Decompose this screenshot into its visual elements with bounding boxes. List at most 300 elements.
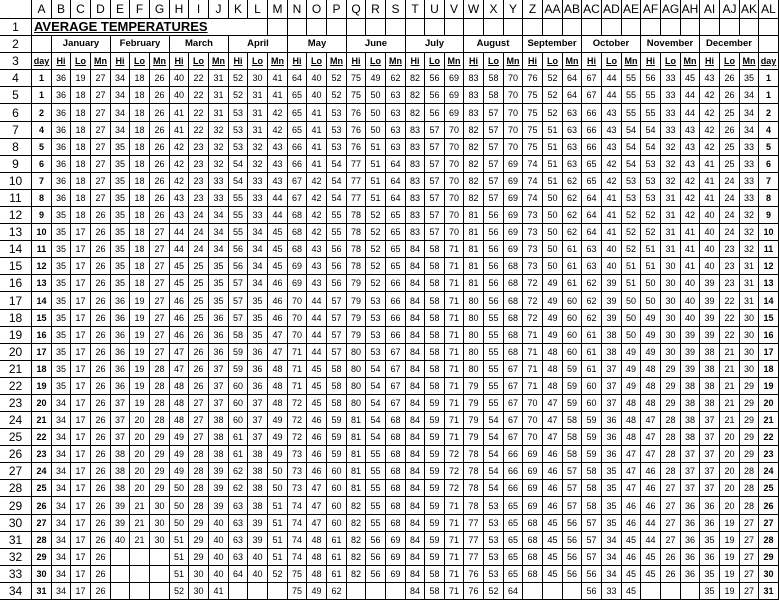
day-cell-right[interactable]: 17 — [759, 344, 779, 361]
temp-cell[interactable]: 38 — [681, 412, 700, 429]
temp-cell[interactable]: 51 — [622, 275, 641, 292]
temp-cell[interactable]: 55 — [366, 480, 386, 497]
temp-cell[interactable]: 26 — [91, 566, 111, 583]
temp-cell[interactable]: 57 — [582, 549, 602, 566]
column-header-s[interactable]: S — [386, 0, 406, 19]
temp-cell[interactable]: 37 — [248, 412, 268, 429]
temp-cell[interactable]: 35 — [700, 532, 720, 549]
column-header-ab[interactable]: AB — [563, 0, 582, 19]
temp-cell[interactable]: 18 — [130, 190, 150, 207]
temp-cell[interactable]: 82 — [347, 566, 366, 583]
temp-cell[interactable]: 64 — [563, 70, 582, 87]
temp-cell[interactable]: 34 — [52, 566, 71, 583]
temp-cell[interactable]: 81 — [464, 258, 484, 275]
temp-cell[interactable]: 36 — [681, 532, 700, 549]
temp-cell[interactable]: 53 — [622, 173, 641, 190]
temp-cell[interactable]: 36 — [111, 361, 130, 378]
cell[interactable] — [681, 583, 700, 600]
temp-cell[interactable]: 38 — [700, 344, 720, 361]
temp-cell[interactable]: 41 — [681, 241, 700, 258]
cell[interactable] — [681, 19, 700, 36]
temp-cell[interactable]: 77 — [464, 532, 484, 549]
temp-cell[interactable]: 36 — [602, 429, 622, 446]
temp-cell[interactable]: 71 — [288, 344, 307, 361]
temp-cell[interactable]: 49 — [641, 344, 661, 361]
temp-cell[interactable]: 68 — [504, 344, 523, 361]
temp-cell[interactable]: 79 — [464, 395, 484, 412]
temp-cell[interactable]: 37 — [700, 463, 720, 480]
temp-cell[interactable]: 84 — [406, 515, 425, 532]
temp-cell[interactable]: 68 — [386, 446, 406, 463]
cell[interactable] — [288, 19, 307, 36]
sub-header-hi[interactable]: Hi — [523, 53, 543, 70]
temp-cell[interactable]: 60 — [327, 463, 347, 480]
temp-cell[interactable]: 31 — [248, 87, 268, 104]
temp-cell[interactable]: 81 — [347, 412, 366, 429]
temp-cell[interactable]: 38 — [111, 480, 130, 497]
temp-cell[interactable]: 75 — [523, 139, 543, 156]
temp-cell[interactable]: 46 — [307, 446, 327, 463]
temp-cell[interactable]: 72 — [288, 429, 307, 446]
temp-cell[interactable]: 40 — [700, 224, 720, 241]
temp-cell[interactable]: 46 — [641, 480, 661, 497]
temp-cell[interactable]: 42 — [681, 190, 700, 207]
temp-cell[interactable]: 57 — [327, 292, 347, 310]
temp-cell[interactable]: 66 — [288, 156, 307, 173]
temp-cell[interactable]: 59 — [582, 429, 602, 446]
day-cell[interactable]: 8 — [32, 190, 52, 207]
temp-cell[interactable]: 69 — [504, 156, 523, 173]
temp-cell[interactable]: 39 — [602, 310, 622, 327]
sub-header-lo[interactable]: Lo — [484, 53, 504, 70]
day-cell-right[interactable]: 31 — [759, 583, 779, 600]
temp-cell[interactable]: 75 — [523, 122, 543, 139]
temp-cell[interactable]: 18 — [71, 122, 91, 139]
row-header-7[interactable]: 7 — [0, 122, 32, 139]
temp-cell[interactable]: 52 — [543, 70, 563, 87]
temp-cell[interactable]: 48 — [307, 549, 327, 566]
row-header-10[interactable]: 10 — [0, 173, 32, 190]
column-header-x[interactable]: X — [484, 0, 504, 19]
temp-cell[interactable]: 70 — [288, 310, 307, 327]
temp-cell[interactable]: 80 — [347, 395, 366, 412]
day-cell-right[interactable]: 28 — [759, 532, 779, 549]
day-cell[interactable]: 25 — [32, 480, 52, 497]
temp-cell[interactable]: 46 — [268, 275, 288, 292]
temp-cell[interactable]: 42 — [700, 104, 720, 122]
temp-cell[interactable]: 49 — [622, 378, 641, 395]
temp-cell[interactable]: 49 — [543, 327, 563, 344]
temp-cell[interactable]: 61 — [327, 566, 347, 583]
temp-cell[interactable]: 62 — [229, 480, 248, 497]
sub-header-lo[interactable]: Lo — [425, 53, 445, 70]
temp-cell[interactable]: 39 — [111, 515, 130, 532]
temp-cell[interactable]: 34 — [52, 412, 71, 429]
temp-cell[interactable]: 39 — [700, 275, 720, 292]
temp-cell[interactable]: 52 — [622, 224, 641, 241]
temp-cell[interactable]: 64 — [563, 87, 582, 104]
temp-cell[interactable]: 46 — [622, 497, 641, 515]
temp-cell[interactable]: 20 — [720, 480, 740, 497]
temp-cell[interactable]: 30 — [661, 327, 681, 344]
temp-cell[interactable]: 58 — [425, 310, 445, 327]
column-header-l[interactable]: L — [248, 0, 268, 19]
temp-cell[interactable]: 17 — [71, 361, 91, 378]
month-header-february[interactable]: February — [111, 36, 170, 53]
temp-cell[interactable]: 36 — [700, 549, 720, 566]
temp-cell[interactable]: 35 — [52, 327, 71, 344]
temp-cell[interactable]: 65 — [386, 207, 406, 224]
temp-cell[interactable]: 71 — [445, 549, 464, 566]
temp-cell[interactable]: 34 — [209, 241, 229, 258]
row-header-13[interactable]: 13 — [0, 224, 32, 241]
temp-cell[interactable]: 69 — [504, 207, 523, 224]
temp-cell[interactable]: 49 — [366, 70, 386, 87]
temp-cell[interactable]: 75 — [347, 87, 366, 104]
temp-cell[interactable]: 63 — [386, 104, 406, 122]
temp-cell[interactable]: 68 — [504, 258, 523, 275]
temp-cell[interactable]: 38 — [209, 412, 229, 429]
temp-cell[interactable]: 24 — [720, 207, 740, 224]
temp-cell[interactable]: 76 — [523, 70, 543, 87]
temp-cell[interactable]: 84 — [406, 480, 425, 497]
cell[interactable] — [347, 583, 366, 600]
temp-cell[interactable]: 28 — [189, 463, 209, 480]
temp-cell[interactable]: 73 — [523, 224, 543, 241]
temp-cell[interactable]: 32 — [248, 139, 268, 156]
temp-cell[interactable]: 45 — [543, 532, 563, 549]
temp-cell[interactable]: 49 — [641, 327, 661, 344]
temp-cell[interactable]: 35 — [602, 480, 622, 497]
temp-cell[interactable]: 26 — [91, 344, 111, 361]
temp-cell[interactable]: 66 — [386, 292, 406, 310]
temp-cell[interactable]: 33 — [209, 190, 229, 207]
temp-cell[interactable]: 26 — [91, 463, 111, 480]
temp-cell[interactable]: 29 — [740, 429, 759, 446]
cell[interactable] — [543, 583, 563, 600]
temp-cell[interactable]: 33 — [248, 190, 268, 207]
temp-cell[interactable]: 54 — [327, 173, 347, 190]
temp-cell[interactable]: 55 — [366, 515, 386, 532]
day-cell-right[interactable]: 11 — [759, 241, 779, 258]
temp-cell[interactable]: 21 — [720, 378, 740, 395]
temp-cell[interactable]: 43 — [681, 122, 700, 139]
temp-cell[interactable]: 27 — [91, 122, 111, 139]
temp-cell[interactable]: 80 — [464, 361, 484, 378]
day-cell[interactable]: 1 — [32, 87, 52, 104]
temp-cell[interactable]: 43 — [307, 275, 327, 292]
temp-cell[interactable]: 27 — [740, 532, 759, 549]
temp-cell[interactable]: 43 — [268, 139, 288, 156]
temp-cell[interactable]: 43 — [170, 190, 189, 207]
temp-cell[interactable]: 69 — [386, 549, 406, 566]
temp-cell[interactable]: 70 — [504, 139, 523, 156]
temp-cell[interactable]: 83 — [464, 104, 484, 122]
temp-cell[interactable]: 46 — [170, 292, 189, 310]
temp-cell[interactable]: 35 — [52, 207, 71, 224]
temp-cell[interactable]: 55 — [484, 327, 504, 344]
temp-cell[interactable]: 83 — [406, 122, 425, 139]
temp-cell[interactable]: 79 — [464, 412, 484, 429]
sub-header-mn[interactable]: Mn — [327, 53, 347, 70]
temp-cell[interactable]: 77 — [347, 156, 366, 173]
day-cell-right[interactable]: 24 — [759, 463, 779, 480]
temp-cell[interactable]: 82 — [406, 104, 425, 122]
day-cell-right[interactable]: 10 — [759, 224, 779, 241]
cell[interactable] — [150, 566, 170, 583]
temp-cell[interactable]: 27 — [150, 292, 170, 310]
column-header-ai[interactable]: AI — [700, 0, 720, 19]
temp-cell[interactable]: 28 — [740, 497, 759, 515]
temp-cell[interactable]: 59 — [425, 429, 445, 446]
temp-cell[interactable]: 53 — [622, 190, 641, 207]
temp-cell[interactable]: 41 — [307, 139, 327, 156]
temp-cell[interactable]: 29 — [150, 480, 170, 497]
temp-cell[interactable]: 44 — [307, 292, 327, 310]
temp-cell[interactable]: 57 — [425, 156, 445, 173]
temp-cell[interactable]: 41 — [268, 70, 288, 87]
cell[interactable] — [130, 583, 150, 600]
temp-cell[interactable]: 67 — [386, 395, 406, 412]
temp-cell[interactable]: 60 — [229, 412, 248, 429]
temp-cell[interactable]: 36 — [52, 87, 71, 104]
sub-header-mn[interactable]: Mn — [209, 53, 229, 70]
temp-cell[interactable]: 53 — [327, 139, 347, 156]
temp-cell[interactable]: 26 — [91, 207, 111, 224]
temp-cell[interactable]: 56 — [327, 258, 347, 275]
temp-cell[interactable]: 26 — [189, 378, 209, 395]
temp-cell[interactable]: 63 — [229, 532, 248, 549]
temp-cell[interactable]: 76 — [347, 139, 366, 156]
temp-cell[interactable]: 62 — [327, 583, 347, 600]
column-header-n[interactable]: N — [288, 0, 307, 19]
temp-cell[interactable]: 45 — [268, 241, 288, 258]
temp-cell[interactable]: 45 — [307, 395, 327, 412]
temp-cell[interactable]: 29 — [150, 446, 170, 463]
temp-cell[interactable]: 19 — [130, 378, 150, 395]
temp-cell[interactable]: 50 — [622, 310, 641, 327]
cell[interactable] — [425, 19, 445, 36]
temp-cell[interactable]: 57 — [484, 139, 504, 156]
cell[interactable] — [700, 19, 720, 36]
temp-cell[interactable]: 27 — [661, 480, 681, 497]
row-header-6[interactable]: 6 — [0, 104, 32, 122]
temp-cell[interactable]: 46 — [307, 412, 327, 429]
temp-cell[interactable]: 42 — [268, 104, 288, 122]
temp-cell[interactable]: 34 — [52, 429, 71, 446]
temp-cell[interactable]: 28 — [661, 463, 681, 480]
temp-cell[interactable]: 83 — [406, 173, 425, 190]
temp-cell[interactable]: 40 — [681, 310, 700, 327]
temp-cell[interactable]: 50 — [366, 87, 386, 104]
column-header-ad[interactable]: AD — [602, 0, 622, 19]
temp-cell[interactable]: 44 — [170, 224, 189, 241]
column-header-w[interactable]: W — [464, 0, 484, 19]
temp-cell[interactable]: 76 — [347, 104, 366, 122]
temp-cell[interactable]: 84 — [406, 429, 425, 446]
temp-cell[interactable]: 57 — [229, 310, 248, 327]
temp-cell[interactable]: 71 — [288, 361, 307, 378]
cell[interactable] — [661, 19, 681, 36]
temp-cell[interactable]: 47 — [641, 429, 661, 446]
temp-cell[interactable]: 19 — [130, 327, 150, 344]
sub-header-lo[interactable]: Lo — [543, 53, 563, 70]
temp-cell[interactable]: 20 — [130, 429, 150, 446]
temp-cell[interactable]: 35 — [111, 173, 130, 190]
temp-cell[interactable]: 23 — [189, 156, 209, 173]
temp-cell[interactable]: 81 — [347, 429, 366, 446]
temp-cell[interactable]: 57 — [425, 190, 445, 207]
temp-cell[interactable]: 34 — [209, 224, 229, 241]
temp-cell[interactable]: 17 — [71, 566, 91, 583]
temp-cell[interactable]: 58 — [425, 327, 445, 344]
temp-cell[interactable]: 21 — [720, 412, 740, 429]
temp-cell[interactable]: 84 — [406, 412, 425, 429]
temp-cell[interactable]: 40 — [209, 532, 229, 549]
sub-header-lo[interactable]: Lo — [661, 53, 681, 70]
temp-cell[interactable]: 34 — [248, 241, 268, 258]
temp-cell[interactable]: 42 — [681, 173, 700, 190]
temp-cell[interactable]: 34 — [111, 87, 130, 104]
temp-cell[interactable]: 69 — [386, 566, 406, 583]
column-header-k[interactable]: K — [229, 0, 248, 19]
temp-cell[interactable]: 34 — [52, 583, 71, 600]
temp-cell[interactable]: 24 — [720, 224, 740, 241]
temp-cell[interactable]: 66 — [582, 122, 602, 139]
temp-cell[interactable]: 36 — [248, 344, 268, 361]
temp-cell[interactable]: 58 — [425, 241, 445, 258]
temp-cell[interactable]: 36 — [209, 327, 229, 344]
temp-cell[interactable]: 19 — [130, 292, 150, 310]
temp-cell[interactable]: 33 — [248, 173, 268, 190]
temp-cell[interactable]: 55 — [229, 224, 248, 241]
temp-cell[interactable]: 81 — [464, 207, 484, 224]
temp-cell[interactable]: 69 — [504, 173, 523, 190]
temp-cell[interactable]: 45 — [622, 566, 641, 583]
temp-cell[interactable]: 29 — [740, 395, 759, 412]
temp-cell[interactable]: 55 — [622, 87, 641, 104]
temp-cell[interactable]: 26 — [150, 70, 170, 87]
temp-cell[interactable]: 41 — [307, 156, 327, 173]
temp-cell[interactable]: 30 — [740, 344, 759, 361]
temp-cell[interactable]: 71 — [445, 310, 464, 327]
temp-cell[interactable]: 47 — [170, 344, 189, 361]
temp-cell[interactable]: 30 — [248, 70, 268, 87]
temp-cell[interactable]: 26 — [91, 480, 111, 497]
temp-cell[interactable]: 36 — [248, 361, 268, 378]
temp-cell[interactable]: 76 — [464, 566, 484, 583]
temp-cell[interactable]: 78 — [464, 463, 484, 480]
temp-cell[interactable]: 71 — [445, 292, 464, 310]
temp-cell[interactable]: 44 — [268, 190, 288, 207]
temp-cell[interactable]: 84 — [406, 583, 425, 600]
temp-cell[interactable]: 50 — [622, 292, 641, 310]
sub-header-mn[interactable]: Mn — [622, 53, 641, 70]
temp-cell[interactable]: 69 — [288, 258, 307, 275]
temp-cell[interactable]: 73 — [523, 241, 543, 258]
sheet-title[interactable]: AVERAGE TEMPERATURES — [32, 19, 248, 36]
row-header-12[interactable]: 12 — [0, 207, 32, 224]
temp-cell[interactable]: 48 — [543, 378, 563, 395]
temp-cell[interactable]: 50 — [543, 224, 563, 241]
temp-cell[interactable]: 52 — [622, 207, 641, 224]
temp-cell[interactable]: 34 — [52, 480, 71, 497]
cell[interactable] — [386, 19, 406, 36]
temp-cell[interactable]: 26 — [91, 515, 111, 532]
temp-cell[interactable]: 41 — [700, 190, 720, 207]
temp-cell[interactable]: 59 — [563, 361, 582, 378]
temp-cell[interactable]: 35 — [111, 258, 130, 275]
temp-cell[interactable]: 27 — [740, 549, 759, 566]
temp-cell[interactable]: 68 — [288, 241, 307, 258]
sub-header-hi[interactable]: Hi — [406, 53, 425, 70]
temp-cell[interactable]: 63 — [229, 515, 248, 532]
column-header-ah[interactable]: AH — [681, 0, 700, 19]
temp-cell[interactable]: 59 — [229, 361, 248, 378]
temp-cell[interactable]: 54 — [484, 463, 504, 480]
column-header-z[interactable]: Z — [523, 0, 543, 19]
temp-cell[interactable]: 26 — [720, 87, 740, 104]
temp-cell[interactable]: 58 — [425, 344, 445, 361]
temp-cell[interactable]: 35 — [111, 190, 130, 207]
temp-cell[interactable]: 46 — [268, 310, 288, 327]
cell[interactable] — [661, 583, 681, 600]
temp-cell[interactable]: 84 — [406, 549, 425, 566]
temp-cell[interactable]: 76 — [464, 583, 484, 600]
day-cell[interactable]: 6 — [32, 156, 52, 173]
day-cell-right[interactable]: 30 — [759, 566, 779, 583]
temp-cell[interactable]: 27 — [150, 224, 170, 241]
temp-cell[interactable]: 67 — [386, 361, 406, 378]
temp-cell[interactable]: 60 — [563, 292, 582, 310]
temp-cell[interactable]: 18 — [130, 104, 150, 122]
temp-cell[interactable]: 35 — [52, 344, 71, 361]
temp-cell[interactable]: 49 — [641, 310, 661, 327]
temp-cell[interactable]: 55 — [484, 310, 504, 327]
temp-cell[interactable]: 45 — [307, 361, 327, 378]
temp-cell[interactable]: 19 — [720, 515, 740, 532]
temp-cell[interactable]: 77 — [347, 173, 366, 190]
temp-cell[interactable]: 43 — [681, 139, 700, 156]
temp-cell[interactable]: 68 — [504, 292, 523, 310]
temp-cell[interactable]: 40 — [209, 549, 229, 566]
temp-cell[interactable]: 36 — [681, 566, 700, 583]
temp-cell[interactable]: 56 — [484, 241, 504, 258]
temp-cell[interactable]: 35 — [248, 327, 268, 344]
temp-cell[interactable]: 29 — [189, 515, 209, 532]
temp-cell[interactable]: 59 — [425, 549, 445, 566]
temp-cell[interactable]: 65 — [504, 549, 523, 566]
temp-cell[interactable]: 34 — [740, 87, 759, 104]
temp-cell[interactable]: 82 — [347, 515, 366, 532]
row-header-3[interactable]: 3 — [0, 53, 32, 70]
temp-cell[interactable]: 42 — [307, 173, 327, 190]
temp-cell[interactable]: 52 — [622, 241, 641, 258]
temp-cell[interactable]: 71 — [523, 327, 543, 344]
temp-cell[interactable]: 52 — [327, 87, 347, 104]
temp-cell[interactable]: 50 — [268, 463, 288, 480]
temp-cell[interactable]: 36 — [52, 156, 71, 173]
temp-cell[interactable]: 45 — [622, 532, 641, 549]
temp-cell[interactable]: 74 — [288, 515, 307, 532]
temp-cell[interactable]: 37 — [700, 412, 720, 429]
temp-cell[interactable]: 60 — [327, 497, 347, 515]
month-header-april[interactable]: April — [229, 36, 288, 53]
temp-cell[interactable]: 42 — [700, 87, 720, 104]
temp-cell[interactable]: 31 — [209, 104, 229, 122]
temp-cell[interactable]: 50 — [543, 207, 563, 224]
temp-cell[interactable]: 18 — [130, 70, 150, 87]
